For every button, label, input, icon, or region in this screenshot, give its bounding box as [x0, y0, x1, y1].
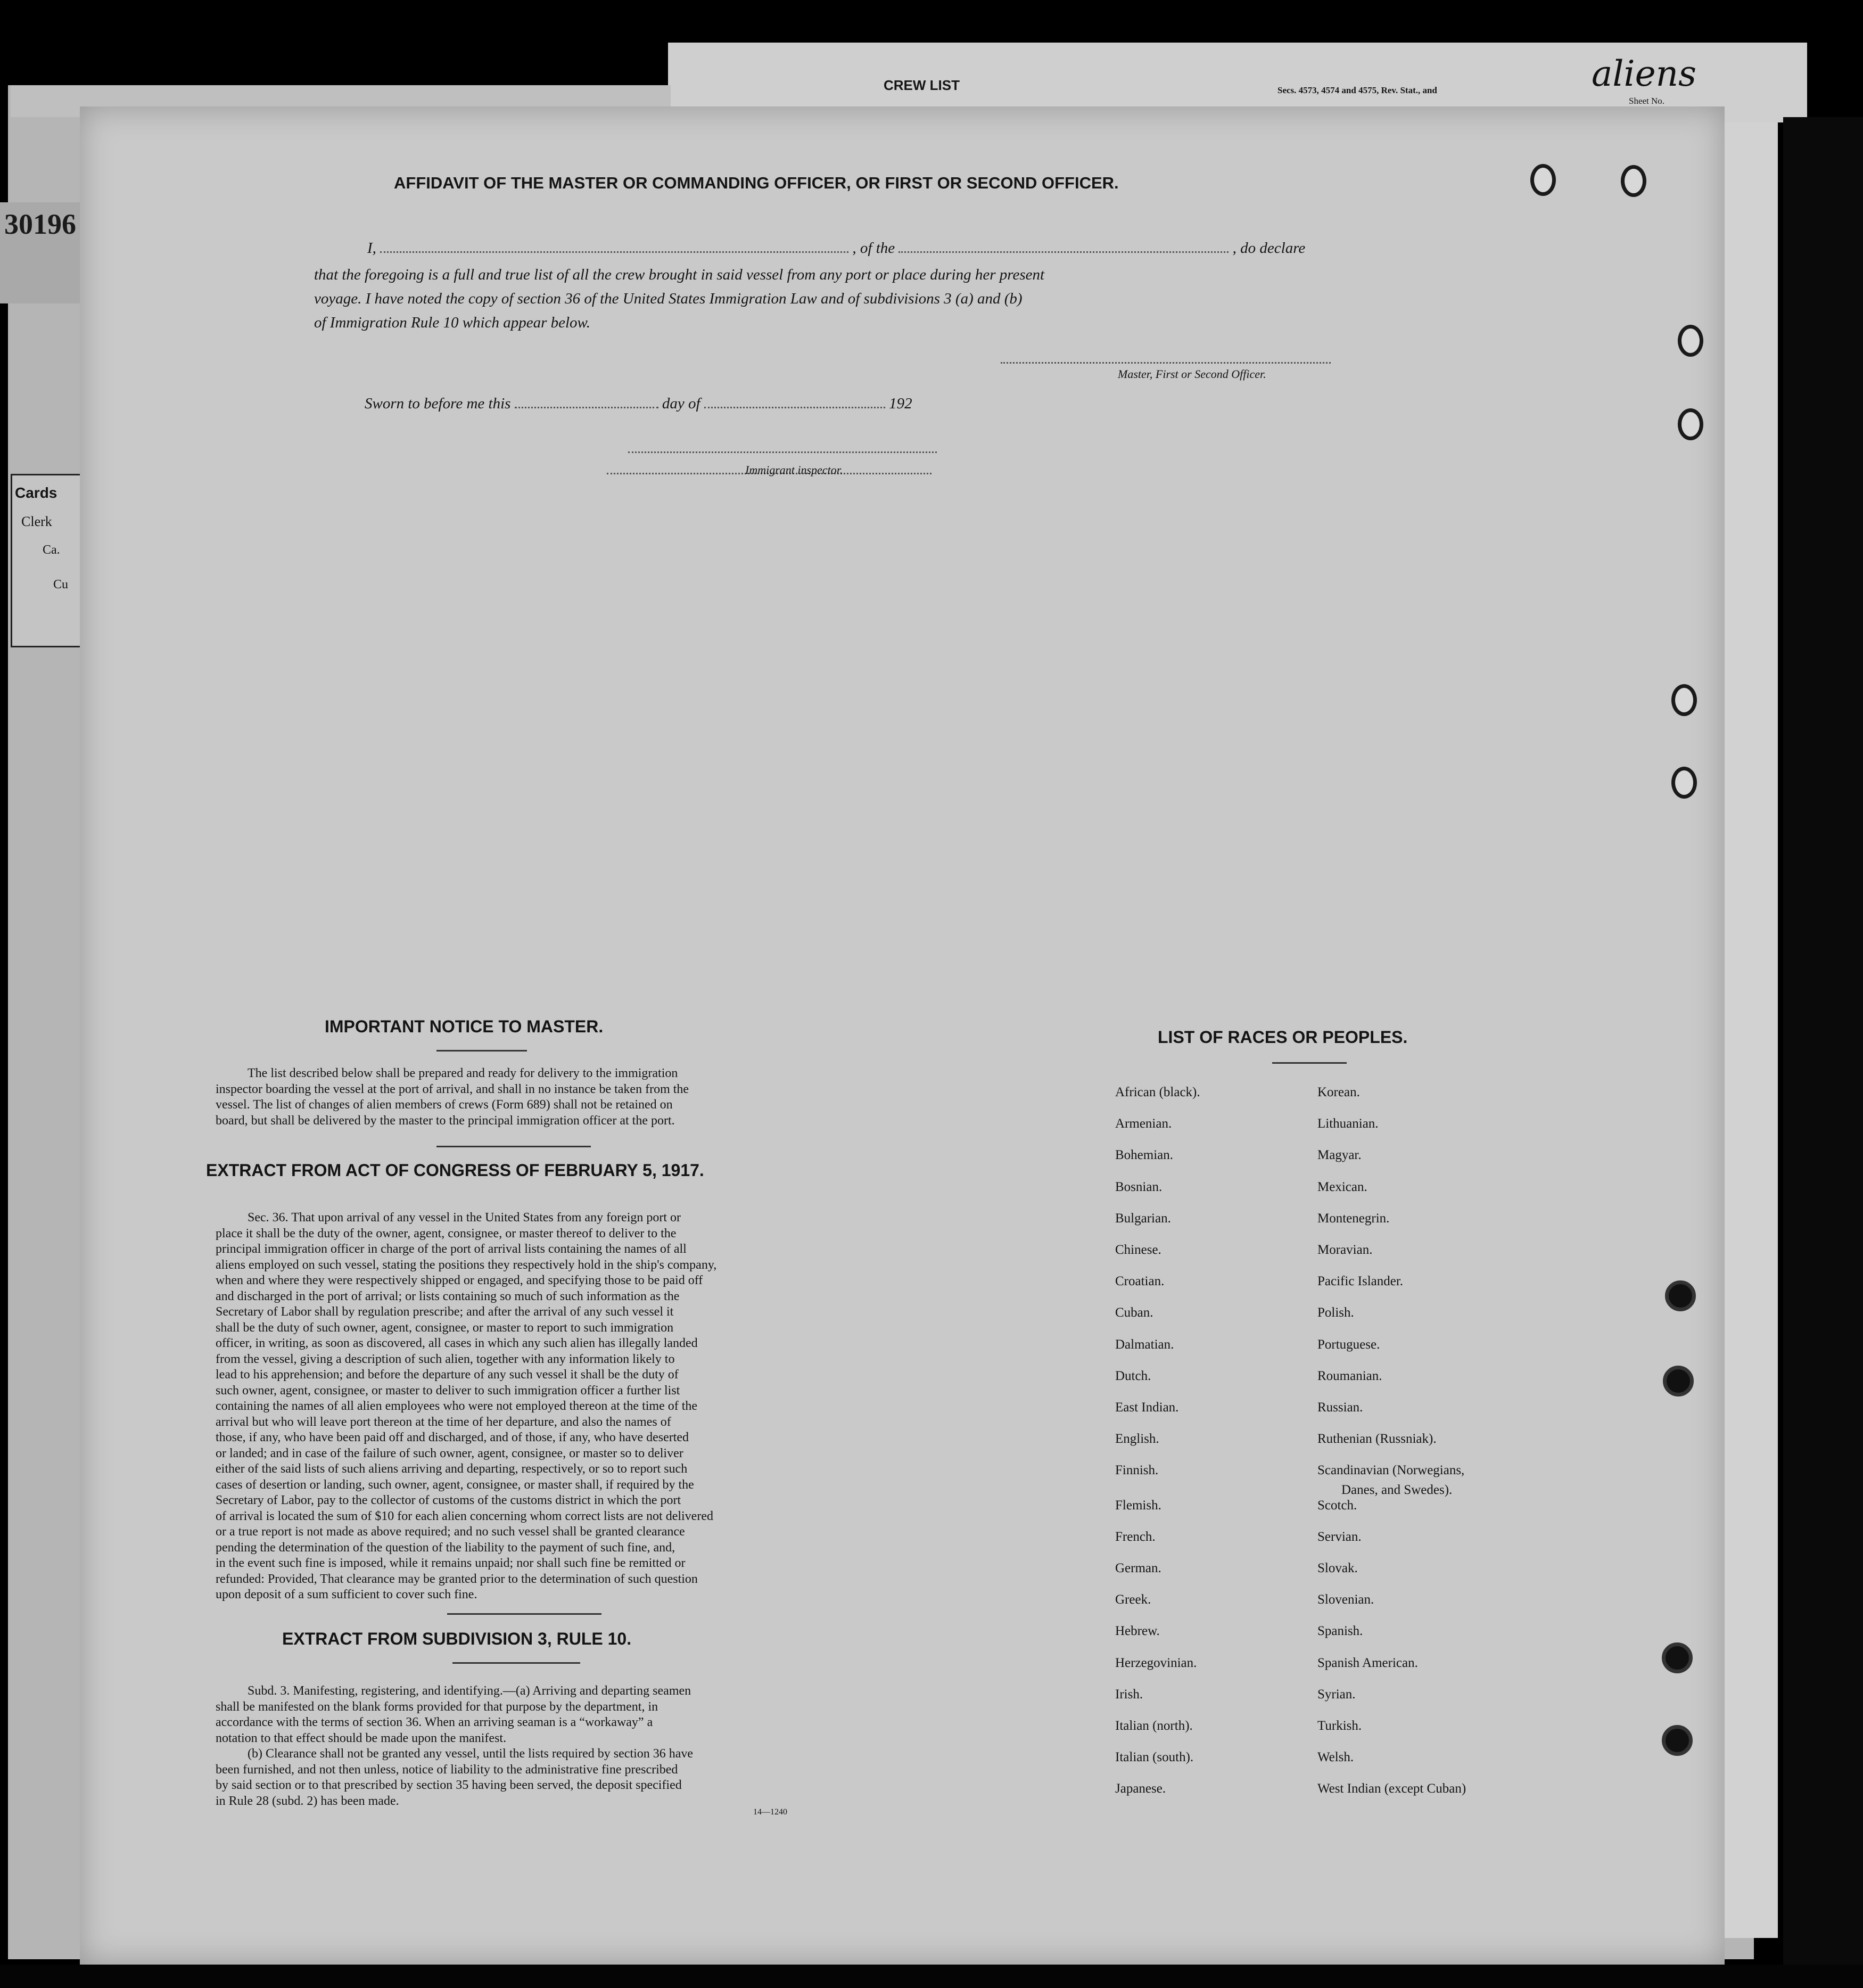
punch-hole: [1671, 767, 1697, 799]
notice-separator: [436, 1146, 591, 1147]
rule-title: EXTRACT FROM SUBDIVISION 3, RULE 10.: [282, 1629, 632, 1648]
race-right: Welsh.: [1317, 1750, 1354, 1765]
race-left: Chinese.: [1115, 1243, 1161, 1257]
race-right: Korean.: [1317, 1085, 1360, 1099]
affidavit-line-1: that the foregoing is a full and true list of all the crew brought in said vessel from any port or place during her present: [314, 266, 1045, 283]
side-label-cards: Cards: [15, 484, 57, 501]
race-left: Armenian.: [1115, 1116, 1172, 1131]
act-line: lead to his apprehension; and before the departure of any such vessel it shall be the duty of: [216, 1368, 679, 1382]
sworn-month-blank: [704, 407, 885, 408]
punch-hole: [1663, 1366, 1694, 1396]
race-right: Spanish.: [1317, 1624, 1363, 1639]
act-line: refunded: Provided, That clearance may be granted prior to the determination of such question: [216, 1572, 698, 1586]
races-title: LIST OF RACES OR PEOPLES.: [1158, 1028, 1408, 1047]
crew-list-label: CREW LIST: [884, 77, 960, 93]
race-right: Montenegrin.: [1317, 1211, 1390, 1226]
master-label: Master, First or Second Officer.: [1118, 367, 1266, 381]
act-line: or a true report is not made as above required; and no such vessel shall be granted clearance: [216, 1525, 685, 1539]
race-left: Dalmatian.: [1115, 1337, 1174, 1352]
rule-line: shall be manifested on the blank forms provided for that purpose by the department, in: [216, 1699, 658, 1714]
race-left: German.: [1115, 1561, 1161, 1575]
race-left: East Indian.: [1115, 1400, 1179, 1415]
act-line: cases of desertion or landing, such owner, agent, consignee, or master shall, if required by the: [216, 1477, 694, 1492]
rule-line: notation to that effect should be made upon the manifest.: [216, 1731, 507, 1745]
inspector-signature-line-1: [628, 451, 937, 453]
rule-body: [216, 1683, 806, 1809]
race-right: Scandinavian (Norwegians,: [1317, 1463, 1465, 1478]
race-right: Lithuanian.: [1317, 1116, 1379, 1131]
punch-hole: [1662, 1725, 1693, 1756]
punch-hole: [1678, 325, 1703, 357]
race-right: Polish.: [1317, 1305, 1354, 1320]
rule-line: Subd. 3. Manifesting, registering, and identifying.—(a) Arriving and departing seamen: [248, 1684, 691, 1698]
race-right: Servian.: [1317, 1529, 1362, 1544]
rule-line: in Rule 28 (subd. 2) has been made.: [216, 1794, 399, 1808]
race-left: Herzegovinian.: [1115, 1655, 1197, 1670]
affidavit-line-3: of Immigration Rule 10 which appear below.: [314, 314, 590, 331]
punch-hole: [1665, 1280, 1696, 1311]
race-left: English.: [1115, 1432, 1159, 1447]
act-line: when and where they were respectively shipped or engaged, and specifying those to be paid off: [216, 1274, 703, 1287]
notice-body: [216, 1066, 806, 1129]
act-line: containing the names of all alien employees who were not employed thereon at the time of the: [216, 1399, 698, 1413]
race-right: Syrian.: [1317, 1687, 1356, 1702]
act-line: in the event such fine is imposed, while it remains unpaid; nor shall such fine be remitted or: [216, 1556, 686, 1570]
race-left: Croatian.: [1115, 1274, 1165, 1289]
punch-hole: [1662, 1642, 1693, 1673]
name-blank: [380, 251, 848, 253]
bottom-edge-shadow: [0, 1965, 1863, 1988]
act-body: [216, 1210, 806, 1603]
background-stamp: 30196: [4, 208, 76, 240]
race-left: Hebrew.: [1115, 1624, 1160, 1639]
race-left: Greek.: [1115, 1592, 1151, 1607]
day-of-label: day of: [662, 395, 700, 412]
notice-line: The list described below shall be prepared and ready for delivery to the immigration: [248, 1066, 678, 1080]
notice-rule: [436, 1050, 527, 1051]
race-left: Flemish.: [1115, 1498, 1161, 1513]
race-right: Slovak.: [1317, 1561, 1358, 1575]
do-declare-label: , do declare: [1232, 240, 1306, 257]
vessel-blank: [898, 251, 1229, 253]
race-left: Bulgarian.: [1115, 1211, 1171, 1226]
i-label: I,: [367, 240, 376, 257]
race-right: Ruthenian (Russniak).: [1317, 1432, 1437, 1447]
act-line: Secretary of Labor shall by regulation prescribe; and after the arrival of any such vessel it: [216, 1305, 674, 1319]
act-line: from the vessel, giving a description of such alien, together with any information likely to: [216, 1352, 675, 1366]
sheet-number-label: Sheet No.: [1629, 96, 1665, 106]
race-left: Finnish.: [1115, 1463, 1159, 1478]
handwritten-aliens: aliens: [1592, 53, 1697, 94]
sworn-day-blank: [515, 407, 658, 408]
sworn-row: [365, 395, 912, 413]
notice-line: board, but shall be delivered by the master to the principal immigration officer at the port.: [216, 1113, 675, 1128]
act-line: arrival but who will leave port thereon at the time of her departure, and also the names of: [216, 1415, 671, 1429]
race-right: Magyar.: [1317, 1148, 1362, 1163]
year-label: 192: [889, 395, 912, 412]
race-left: Japanese.: [1115, 1781, 1166, 1796]
act-title: EXTRACT FROM ACT OF CONGRESS OF FEBRUARY 5, 1917.: [206, 1161, 704, 1180]
race-scandinavian-continued: Danes, and Swedes).: [1341, 1483, 1453, 1497]
act-line: aliens employed on such vessel, stating the positions they respectively hold in the ship's company,: [216, 1258, 717, 1272]
race-right: Mexican.: [1317, 1179, 1367, 1194]
punch-hole: [1621, 165, 1646, 197]
race-left: Cuban.: [1115, 1305, 1153, 1320]
notice-line: inspector boarding the vessel at the port of arrival, and shall in no instance be taken from the: [216, 1082, 689, 1096]
sections-reference: Secs. 4573, 4574 and 4575, Rev. Stat., and: [1277, 85, 1437, 95]
race-right: Moravian.: [1317, 1243, 1373, 1257]
race-left: Irish.: [1115, 1687, 1143, 1702]
rule-line: been furnished, and not then unless, notice of liability to the administrative fine prescribed: [216, 1762, 678, 1777]
side-label-cu: Cu: [53, 578, 69, 592]
rule-line: by said section or to that prescribed by section 35 having been served, the deposit specified: [216, 1778, 682, 1792]
form-number: 14—1240: [753, 1808, 787, 1817]
race-left: Bohemian.: [1115, 1148, 1174, 1163]
sworn-label: Sworn to before me this: [365, 395, 511, 412]
race-right: Pacific Islander.: [1317, 1274, 1404, 1289]
act-line: and discharged in the port of arrival; or lists containing so much of such information as the: [216, 1289, 680, 1303]
act-separator: [447, 1613, 601, 1615]
act-line: those, if any, who have been paid off and discharged, and of those, if any, who have deserted: [216, 1431, 689, 1444]
act-line: or landed; and in case of the failure of such owner, agent, consignee, or master so to deliver: [216, 1446, 683, 1460]
rule-title-underline: [452, 1662, 580, 1664]
rule-line: (b) Clearance shall not be granted any vessel, until the lists required by section 36 have: [248, 1747, 694, 1761]
race-right: Slovenian.: [1317, 1592, 1374, 1607]
race-right: West Indian (except Cuban): [1317, 1781, 1466, 1796]
race-left: Italian (south).: [1115, 1750, 1194, 1765]
rule-line: accordance with the terms of section 36. When an arriving seaman is a “workaway” a: [216, 1715, 653, 1729]
act-line: upon deposit of a sum sufficient to cover such fine.: [216, 1588, 477, 1601]
race-left: Bosnian.: [1115, 1179, 1163, 1194]
race-left: French.: [1115, 1529, 1156, 1544]
affidavit-line-2: voyage. I have noted the copy of section 36 of the United States Immigration Law and of subdivisions 3 (a) and (b): [314, 290, 1023, 307]
races-title-underline: [1272, 1062, 1347, 1064]
master-signature-line: [1001, 362, 1331, 364]
act-line: officer, in writing, as soon as discovered, all cases in which any such alien has illegally landed: [216, 1336, 698, 1350]
of-the-label: , of the: [852, 240, 895, 257]
notice-title: IMPORTANT NOTICE TO MASTER.: [325, 1017, 604, 1036]
act-line: shall be the duty of such owner, agent, consignee, or master to report to such immigration: [216, 1320, 674, 1335]
race-right: Scotch.: [1317, 1498, 1357, 1513]
declarant-row: [367, 240, 1347, 261]
notice-line: vessel. The list of changes of alien members of crews (Form 689) shall not be retained on: [216, 1098, 673, 1112]
right-edge-shadow: [1783, 117, 1863, 1988]
act-line: pending the determination of the question of the liability to the payment of such fine, and,: [216, 1540, 675, 1555]
race-right: Portuguese.: [1317, 1337, 1380, 1352]
punch-hole: [1671, 684, 1697, 716]
side-label-clerk: Clerk: [21, 514, 52, 529]
race-left: Italian (north).: [1115, 1719, 1193, 1733]
inspector-label: Immigrant inspector.: [745, 463, 843, 477]
act-line: Sec. 36. That upon arrival of any vessel in the United States from any foreign port or: [248, 1211, 681, 1225]
punch-hole: [1530, 164, 1556, 196]
act-line: Secretary of Labor, pay to the collector of customs of the customs district in which the port: [216, 1493, 681, 1507]
race-left: African (black).: [1115, 1085, 1200, 1099]
act-line: of arrival is located the sum of $10 for each alien concerning whom correct lists are not delivered: [216, 1509, 713, 1523]
race-right: Spanish American.: [1317, 1655, 1418, 1670]
punch-hole: [1678, 408, 1703, 440]
act-line: such owner, agent, consignee, or master to deliver to such immigration officer a further list: [216, 1383, 680, 1398]
back-sheet-right: [1725, 117, 1778, 1938]
act-line: place it shall be the duty of the owner, agent, consignee, or master thereof to deliver to the: [216, 1226, 677, 1241]
race-left: Dutch.: [1115, 1368, 1151, 1383]
affidavit-title: AFFIDAVIT OF THE MASTER OR COMMANDING OFFICER, OR FIRST OR SECOND OFFICER.: [394, 174, 1119, 192]
act-line: either of the said lists of such aliens arriving and departing, respectively, or so to report such: [216, 1462, 688, 1476]
race-right: Russian.: [1317, 1400, 1363, 1415]
side-label-ca: Ca.: [43, 543, 60, 557]
race-right: Turkish.: [1317, 1719, 1362, 1733]
act-line: principal immigration officer in charge of the port of arrival lists containing the names of all: [216, 1242, 687, 1256]
race-right: Roumanian.: [1317, 1368, 1382, 1383]
